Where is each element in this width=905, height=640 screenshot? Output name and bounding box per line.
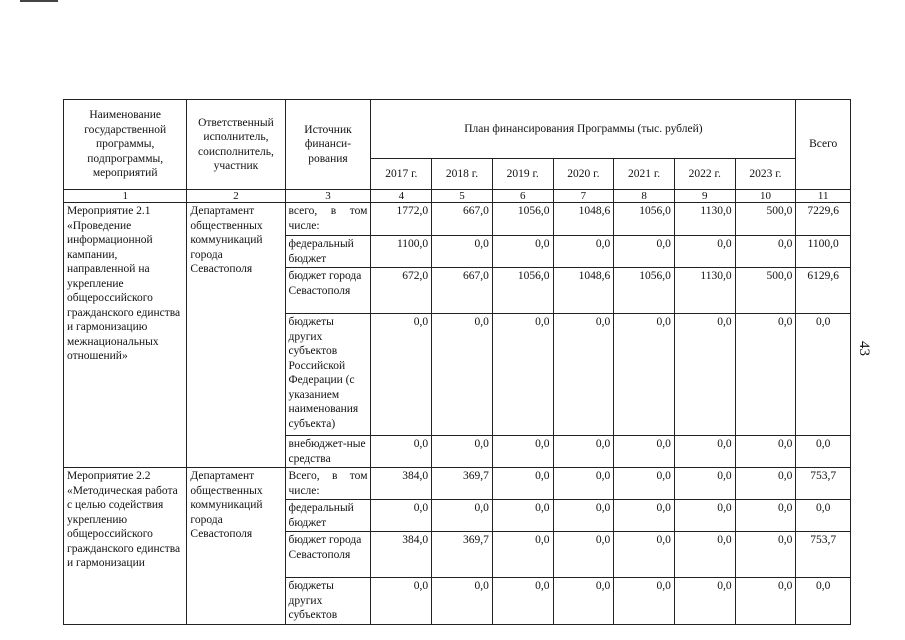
year-value: 500,0	[735, 268, 796, 314]
header-year: 2023 г.	[735, 159, 796, 190]
year-value: 0,0	[553, 468, 614, 500]
column-number: 8	[614, 190, 675, 203]
row-total: 1100,0	[796, 236, 851, 268]
year-value: 1048,6	[553, 268, 614, 314]
header-year: 2021 г.	[614, 159, 675, 190]
year-value: 667,0	[432, 203, 493, 236]
year-value: 1056,0	[492, 268, 553, 314]
row-total: 0,0	[796, 500, 851, 532]
year-value: 0,0	[553, 578, 614, 625]
year-value: 500,0	[735, 203, 796, 236]
column-number: 1	[64, 190, 187, 203]
row-total: 6129,6	[796, 268, 851, 314]
header-plan: План финансирования Программы (тыс. рублей)	[371, 100, 796, 159]
row-total: 753,7	[796, 532, 851, 578]
row-total: 753,7	[796, 468, 851, 500]
year-value: 0,0	[553, 236, 614, 268]
year-value: 0,0	[614, 468, 675, 500]
year-value: 0,0	[492, 578, 553, 625]
year-value: 0,0	[492, 314, 553, 436]
year-value: 1048,6	[553, 203, 614, 236]
year-value: 0,0	[735, 314, 796, 436]
financing-table	[63, 99, 851, 625]
row-total: 0,0	[796, 314, 851, 436]
funding-source: Всего, в том числе:	[285, 468, 371, 500]
year-value: 0,0	[371, 436, 432, 468]
year-value: 0,0	[674, 532, 735, 578]
column-number: 3	[285, 190, 371, 203]
year-value: 1130,0	[674, 203, 735, 236]
column-number: 9	[674, 190, 735, 203]
column-number: 7	[553, 190, 614, 203]
column-number: 4	[371, 190, 432, 203]
year-value: 0,0	[432, 500, 493, 532]
year-value: 0,0	[674, 236, 735, 268]
year-value: 0,0	[735, 500, 796, 532]
year-value: 384,0	[371, 468, 432, 500]
row-total: 0,0	[796, 578, 851, 625]
year-value: 0,0	[492, 236, 553, 268]
year-value: 672,0	[371, 268, 432, 314]
year-value: 0,0	[432, 578, 493, 625]
column-number: 10	[735, 190, 796, 203]
header-year: 2022 г.	[674, 159, 735, 190]
year-value: 0,0	[735, 236, 796, 268]
table-row	[64, 203, 851, 236]
year-value: 384,0	[371, 532, 432, 578]
year-value: 0,0	[492, 500, 553, 532]
year-value: 0,0	[432, 314, 493, 436]
year-value: 0,0	[492, 532, 553, 578]
year-value: 0,0	[614, 436, 675, 468]
header-year: 2018 г.	[432, 159, 493, 190]
header-name: Наименование государственной программы, подпрограммы, мероприятий	[64, 100, 187, 190]
year-value: 0,0	[553, 314, 614, 436]
row-total: 7229,6	[796, 203, 851, 236]
column-number: 6	[492, 190, 553, 203]
year-value: 0,0	[614, 578, 675, 625]
year-value: 0,0	[492, 468, 553, 500]
year-value: 0,0	[614, 314, 675, 436]
year-value: 0,0	[492, 436, 553, 468]
year-value: 0,0	[735, 436, 796, 468]
year-value: 0,0	[674, 436, 735, 468]
year-value: 1056,0	[492, 203, 553, 236]
year-value: 0,0	[674, 314, 735, 436]
year-value: 0,0	[371, 314, 432, 436]
year-value: 369,7	[432, 468, 493, 500]
header-source: Источник финанси-рования	[285, 100, 371, 190]
measure-name: Мероприятие 2.2 «Методическая работа с целью содействия укреплению общероссийского гражданского единства и гармонизации	[64, 468, 187, 625]
measure-executor: Департамент общественных коммуникаций города Севастополя	[187, 468, 285, 625]
year-value: 0,0	[735, 578, 796, 625]
year-value: 0,0	[553, 500, 614, 532]
year-value: 667,0	[432, 268, 493, 314]
header-year: 2020 г.	[553, 159, 614, 190]
year-value: 0,0	[614, 532, 675, 578]
year-value: 1100,0	[371, 236, 432, 268]
column-number: 5	[432, 190, 493, 203]
year-value: 0,0	[432, 236, 493, 268]
funding-source: бюджет города Севастополя	[285, 532, 371, 578]
year-value: 1772,0	[371, 203, 432, 236]
year-value: 0,0	[735, 532, 796, 578]
year-value: 0,0	[674, 500, 735, 532]
header-year: 2017 г.	[371, 159, 432, 190]
year-value: 0,0	[371, 500, 432, 532]
funding-source: бюджеты других субъектов Российской Федерации (с указанием наименования субъекта)	[285, 314, 371, 436]
year-value: 0,0	[553, 436, 614, 468]
column-number: 2	[187, 190, 285, 203]
funding-source: бюджет города Севастополя	[285, 268, 371, 314]
header-executor: Ответственный исполнитель, соисполнитель, участник	[187, 100, 285, 190]
funding-source: федеральный бюджет	[285, 500, 371, 532]
year-value: 0,0	[553, 532, 614, 578]
year-value: 1056,0	[614, 203, 675, 236]
header-total: Всего	[796, 100, 851, 190]
year-value: 0,0	[432, 436, 493, 468]
page-number: 43	[856, 341, 872, 356]
year-value: 0,0	[371, 578, 432, 625]
year-value: 0,0	[674, 578, 735, 625]
row-total: 0,0	[796, 436, 851, 468]
year-value: 369,7	[432, 532, 493, 578]
measure-executor: Департамент общественных коммуникаций города Севастополя	[187, 203, 285, 468]
measure-name: Мероприятие 2.1 «Проведение информационной кампании, направленной на укрепление общероссийского гражданского единства и гармонизацию межнациональных отношений»	[64, 203, 187, 468]
year-value: 0,0	[614, 236, 675, 268]
year-value: 0,0	[735, 468, 796, 500]
year-value: 1130,0	[674, 268, 735, 314]
year-value: 0,0	[614, 500, 675, 532]
column-number: 11	[796, 190, 851, 203]
funding-source: всего, в том числе:	[285, 203, 371, 236]
scan-edge-mark	[20, 0, 58, 2]
funding-source: внебюджет-ные средства	[285, 436, 371, 468]
funding-source: бюджеты других субъектов	[285, 578, 371, 625]
header-year: 2019 г.	[492, 159, 553, 190]
funding-source: федеральный бюджет	[285, 236, 371, 268]
table-row	[64, 468, 851, 500]
year-value: 1056,0	[614, 268, 675, 314]
year-value: 0,0	[674, 468, 735, 500]
